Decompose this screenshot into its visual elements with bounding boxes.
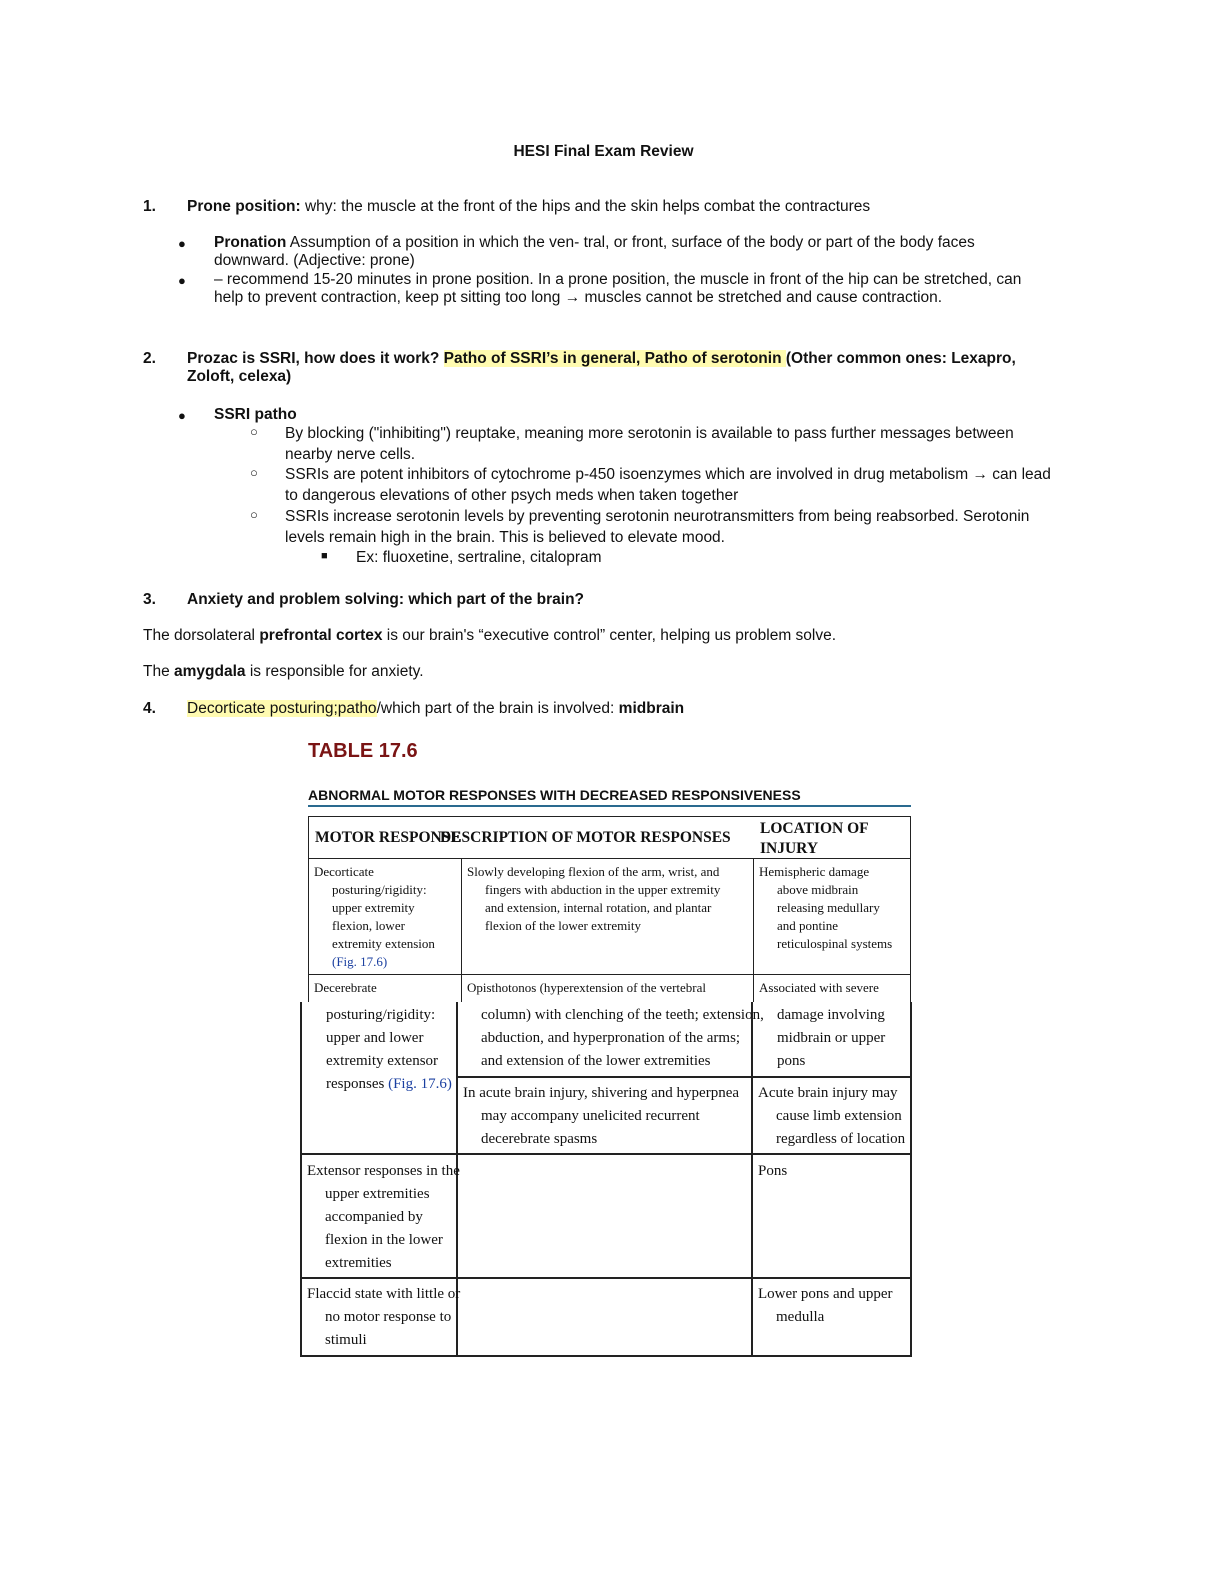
cell-text: and pontine (777, 918, 839, 933)
prone-recommendation (214, 271, 1021, 307)
circle-bullet-icon: ○ (250, 424, 258, 439)
prone-rec-line2: help to prevent contraction, keep pt sitting too long → muscles cannot be stretched and cause contraction. (214, 289, 943, 306)
cell-text: upper and lower (326, 1030, 424, 1046)
ssri-point-3-line2: levels remain high in the brain. This is believed to elevate mood. (285, 528, 725, 546)
question-1 (187, 198, 870, 216)
question-1-text: why: the muscle at the front of the hips and the skin helps combat the contractures (300, 198, 871, 215)
question-2-tail: (Other common ones: Lexapro, (785, 350, 1016, 367)
cell-text: extremities (325, 1255, 392, 1271)
page-title: HESI Final Exam Review (513, 143, 694, 160)
question-2-lead: Prozac is SSRI, how does it work? (187, 350, 444, 367)
table-border (300, 1002, 302, 1357)
pronation-def-line2: downward. (Adjective: prone) (214, 252, 415, 269)
pronation-term: Pronation (214, 234, 287, 251)
cell-text: midbrain or upper (777, 1030, 886, 1046)
cell-text: Slowly developing flexion of the arm, wrist, and (467, 864, 720, 879)
cell-text: medulla (776, 1309, 825, 1325)
table-border (300, 1355, 911, 1357)
amygdala-text-a: The (143, 663, 175, 680)
amygdala-term: amygdala (174, 663, 246, 680)
table-title: TABLE 17.6 (308, 740, 418, 762)
cell-text: decerebrate spasms (481, 1131, 598, 1147)
row4-motor-response (307, 1160, 475, 1275)
amygdala-paragraph (143, 663, 424, 681)
cell-text: damage involving (777, 1007, 885, 1023)
bullet-icon: ● (178, 273, 186, 288)
cell-text: flexion, lower (332, 918, 405, 933)
cell-text: posturing/rigidity: (326, 1007, 436, 1023)
pronation-def-line1: Assumption of a position in which the ven- tral, or front, surface of the body or part of the body faces (286, 234, 975, 251)
prefrontal-term: prefrontal cortex (259, 627, 383, 644)
row1-description (467, 863, 775, 935)
cell-text: flexion in the lower (325, 1232, 443, 1248)
cell-text: above midbrain (777, 882, 859, 897)
question-4-highlight: Decorticate posturing;patho (187, 700, 377, 717)
row3-description (463, 1082, 771, 1151)
row2-description-top: Opisthotonos (hyperextension of the vertebral (467, 980, 706, 995)
header-description: DESCRIPTION OF MOTOR RESPONSES (440, 829, 731, 846)
cell-text: stimuli (325, 1332, 367, 1348)
question-2-highlight: Patho of SSRI’s in general, Patho of serotonin (443, 350, 786, 367)
square-bullet-icon: ■ (321, 550, 328, 562)
table-border (308, 974, 911, 975)
header-motor-response: MOTOR RESPONSE (315, 829, 461, 846)
cell-text: cause limb extension (776, 1108, 902, 1124)
table-border (300, 1277, 911, 1279)
cell-text: Hemispheric damage (759, 864, 870, 879)
cell-text: extremity extensor (326, 1053, 439, 1069)
row2-description (481, 1004, 764, 1073)
ssri-point-1-line2: nearby nerve cells. (285, 445, 416, 463)
prefrontal-paragraph (143, 627, 836, 645)
row4-location: Pons (758, 1163, 788, 1179)
table-border (456, 1076, 911, 1078)
table-subtitle: ABNORMAL MOTOR RESPONSES WITH DECREASED RESPONSIVENESS (308, 787, 801, 803)
cell-text: responses (326, 1076, 389, 1092)
circle-bullet-icon: ○ (250, 507, 258, 522)
cell-text: no motor response to (325, 1309, 452, 1325)
question-4-answer: midbrain (618, 700, 685, 717)
header-location-line2: INJURY (760, 840, 819, 857)
item-number-1: 1. (143, 198, 156, 215)
item-number-3: 3. (143, 591, 156, 608)
bullet-icon: ● (178, 236, 186, 251)
ssri-point-1-line1: By blocking ("inhibiting") reuptake, meaning more serotonin is available to pass further messages between (285, 425, 1014, 442)
cell-text: Acute brain injury may (758, 1085, 898, 1101)
row2-motor-response-top: Decerebrate (314, 980, 377, 995)
prefrontal-text-c: is our brain's “executive control” center, helping us problem solve. (382, 627, 837, 644)
cell-text: Decorticate (314, 864, 374, 879)
item-number-4: 4. (143, 700, 156, 717)
row5-location (758, 1283, 928, 1329)
question-1-label: Prone position: (187, 198, 301, 215)
cell-text: regardless of location (776, 1131, 906, 1147)
figure-link[interactable]: (Fig. 17.6) (388, 1076, 452, 1092)
cell-text: releasing medullary (777, 900, 880, 915)
cell-text: extremity extension (332, 936, 435, 951)
cell-text: accompanied by (325, 1209, 423, 1225)
ssri-point-3-line1: SSRIs increase serotonin levels by preventing serotonin neurotransmitters from being reabsorbed. Serotonin (285, 508, 1030, 525)
row5-motor-response (307, 1283, 475, 1352)
cell-text: abduction, and hyperpronation of the arms; (481, 1030, 741, 1046)
ssri-point-2-line2: to dangerous elevations of other psych meds when taken together (285, 486, 739, 504)
row2-location-top: Associated with severe (759, 980, 879, 995)
cell-text: flexion of the lower extremity (485, 918, 641, 933)
question-4 (187, 700, 684, 718)
question-2-line2: Zoloft, celexa) (187, 368, 292, 385)
cell-text: posturing/rigidity: (332, 882, 427, 897)
cell-text: may accompany unelicited recurrent (481, 1108, 700, 1124)
question-3: Anxiety and problem solving: which part of the brain? (187, 591, 585, 608)
row2-motor-response (326, 1004, 452, 1096)
table-border (308, 816, 309, 1002)
cell-text: pons (777, 1053, 806, 1069)
table-border (308, 816, 911, 817)
cell-text: and extension, internal rotation, and plantar (485, 900, 712, 915)
cell-text: In acute brain injury, shivering and hyperpnea (463, 1085, 740, 1101)
cell-text: and extension of the lower extremities (481, 1053, 711, 1069)
ssri-point-1 (285, 424, 1014, 465)
header-location-line1: LOCATION OF (760, 820, 869, 837)
item-number-2: 2. (143, 350, 156, 367)
bullet-icon: ● (178, 408, 186, 423)
cell-text: reticulospinal systems (777, 936, 893, 951)
ssri-patho-heading: SSRI patho (214, 406, 297, 423)
row2-location (777, 1004, 885, 1073)
pronation-definition (214, 234, 975, 270)
ssri-examples: Ex: fluoxetine, sertraline, citalopram (356, 549, 602, 566)
cell-text: fingers with abduction in the upper extremity (485, 882, 721, 897)
cell-text: Extensor responses in the (307, 1163, 460, 1179)
ssri-point-2 (285, 465, 1051, 506)
prefrontal-text-a: The dorsolateral (143, 627, 260, 644)
row3-location (758, 1082, 928, 1151)
ssri-point-3 (285, 507, 1029, 548)
ssri-point-2-line1: SSRIs are potent inhibitors of cytochrome p-450 isoenzymes which are involved in drug metabolism → can lead (285, 466, 1051, 483)
amygdala-text-c: is responsible for anxiety. (245, 663, 424, 680)
cell-text: upper extremities (325, 1186, 430, 1202)
header-location (760, 819, 869, 859)
circle-bullet-icon: ○ (250, 465, 258, 480)
cell-text: Flaccid state with little or (307, 1286, 461, 1302)
question-2 (187, 350, 1016, 386)
cell-text: column) with clenching of the teeth; extension, (481, 1007, 764, 1023)
table-figure (300, 736, 912, 1358)
cell-text: upper extremity (332, 900, 415, 915)
table-border (300, 1153, 911, 1155)
row1-location (759, 863, 927, 953)
cell-text: Lower pons and upper (758, 1286, 893, 1302)
table-title-rule (308, 805, 911, 807)
figure-link[interactable]: (Fig. 17.6) (332, 954, 388, 969)
row1-motor-response (314, 863, 477, 971)
prone-rec-line1: – recommend 15-20 minutes in prone position. In a prone position, the muscle in front of the hip can be stretched, can (214, 271, 1022, 288)
question-4-text: /which part of the brain is involved: (376, 700, 619, 717)
